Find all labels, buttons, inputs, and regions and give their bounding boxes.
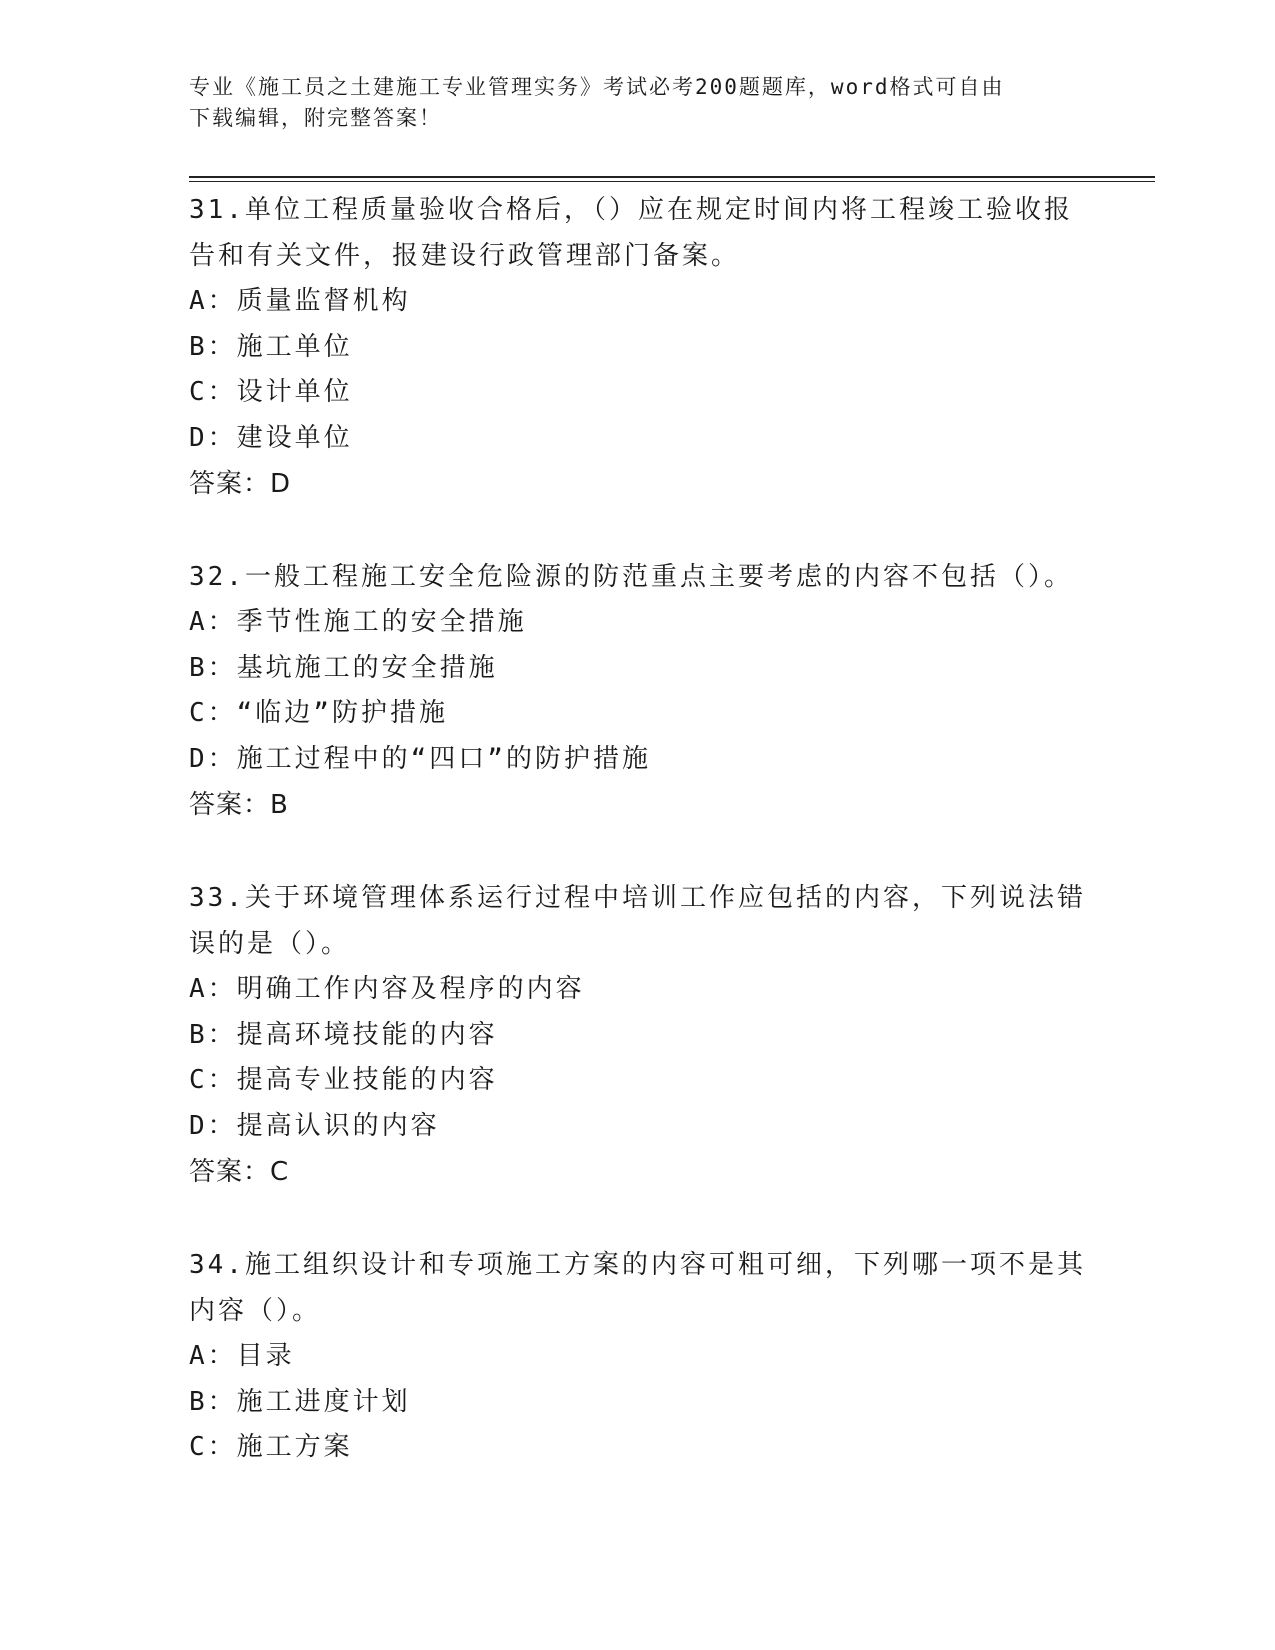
option-b: B：基坑施工的安全措施	[189, 652, 498, 683]
option-c: C：施工方案	[189, 1432, 353, 1462]
option-d: D：施工过程中的“四口”的防护措施	[189, 743, 651, 774]
question-32	[189, 554, 1089, 828]
header-line-2: 下载编辑，附完整答案！	[189, 106, 442, 130]
question-list	[189, 187, 1089, 1518]
option-b: B：施工进度计划	[189, 1386, 411, 1417]
option-c: C：“临边”防护措施	[189, 698, 448, 728]
question-text-line: 31.单位工程质量验收合格后，（）应在规定时间内将工程竣工验收报	[189, 195, 1073, 225]
option-b: B：提高环境技能的内容	[189, 1019, 498, 1050]
option-b: B：施工单位	[189, 331, 353, 362]
question-text-line: 33.关于环境管理体系运行过程中培训工作应包括的内容，下列说法错	[189, 883, 1086, 913]
question-text-line: 34.施工组织设计和专项施工方案的内容可粗可细，下列哪一项不是其	[189, 1250, 1086, 1280]
header-divider-thick	[189, 176, 1155, 178]
header-divider-thin	[189, 181, 1155, 182]
question-text-line: 32.一般工程施工安全危险源的防范重点主要考虑的内容不包括（）。	[189, 562, 1073, 592]
header-line-1: 专业《施工员之土建施工专业管理实务》考试必考200题题库，word格式可自由	[189, 75, 1005, 99]
question-text-line: 误的是（）。	[189, 929, 351, 959]
answer: 答案：D	[189, 469, 292, 499]
option-a: A：季节性施工的安全措施	[189, 607, 527, 637]
option-a: A：质量监督机构	[189, 286, 411, 316]
option-c: C：设计单位	[189, 377, 353, 407]
question-text-line: 告和有关文件，报建设行政管理部门备案。	[189, 241, 741, 271]
option-a: A：明确工作内容及程序的内容	[189, 974, 585, 1004]
question-33	[189, 875, 1089, 1195]
document-header	[189, 72, 1089, 134]
option-d: D：提高认识的内容	[189, 1110, 440, 1141]
option-d: D：建设单位	[189, 422, 353, 453]
option-c: C：提高专业技能的内容	[189, 1065, 498, 1095]
question-34	[189, 1242, 1089, 1471]
option-a: A：目录	[189, 1341, 295, 1371]
question-31	[189, 187, 1089, 507]
answer: 答案：C	[189, 1157, 290, 1187]
question-text-line: 内容（）。	[189, 1296, 322, 1326]
answer: 答案：B	[189, 790, 289, 820]
